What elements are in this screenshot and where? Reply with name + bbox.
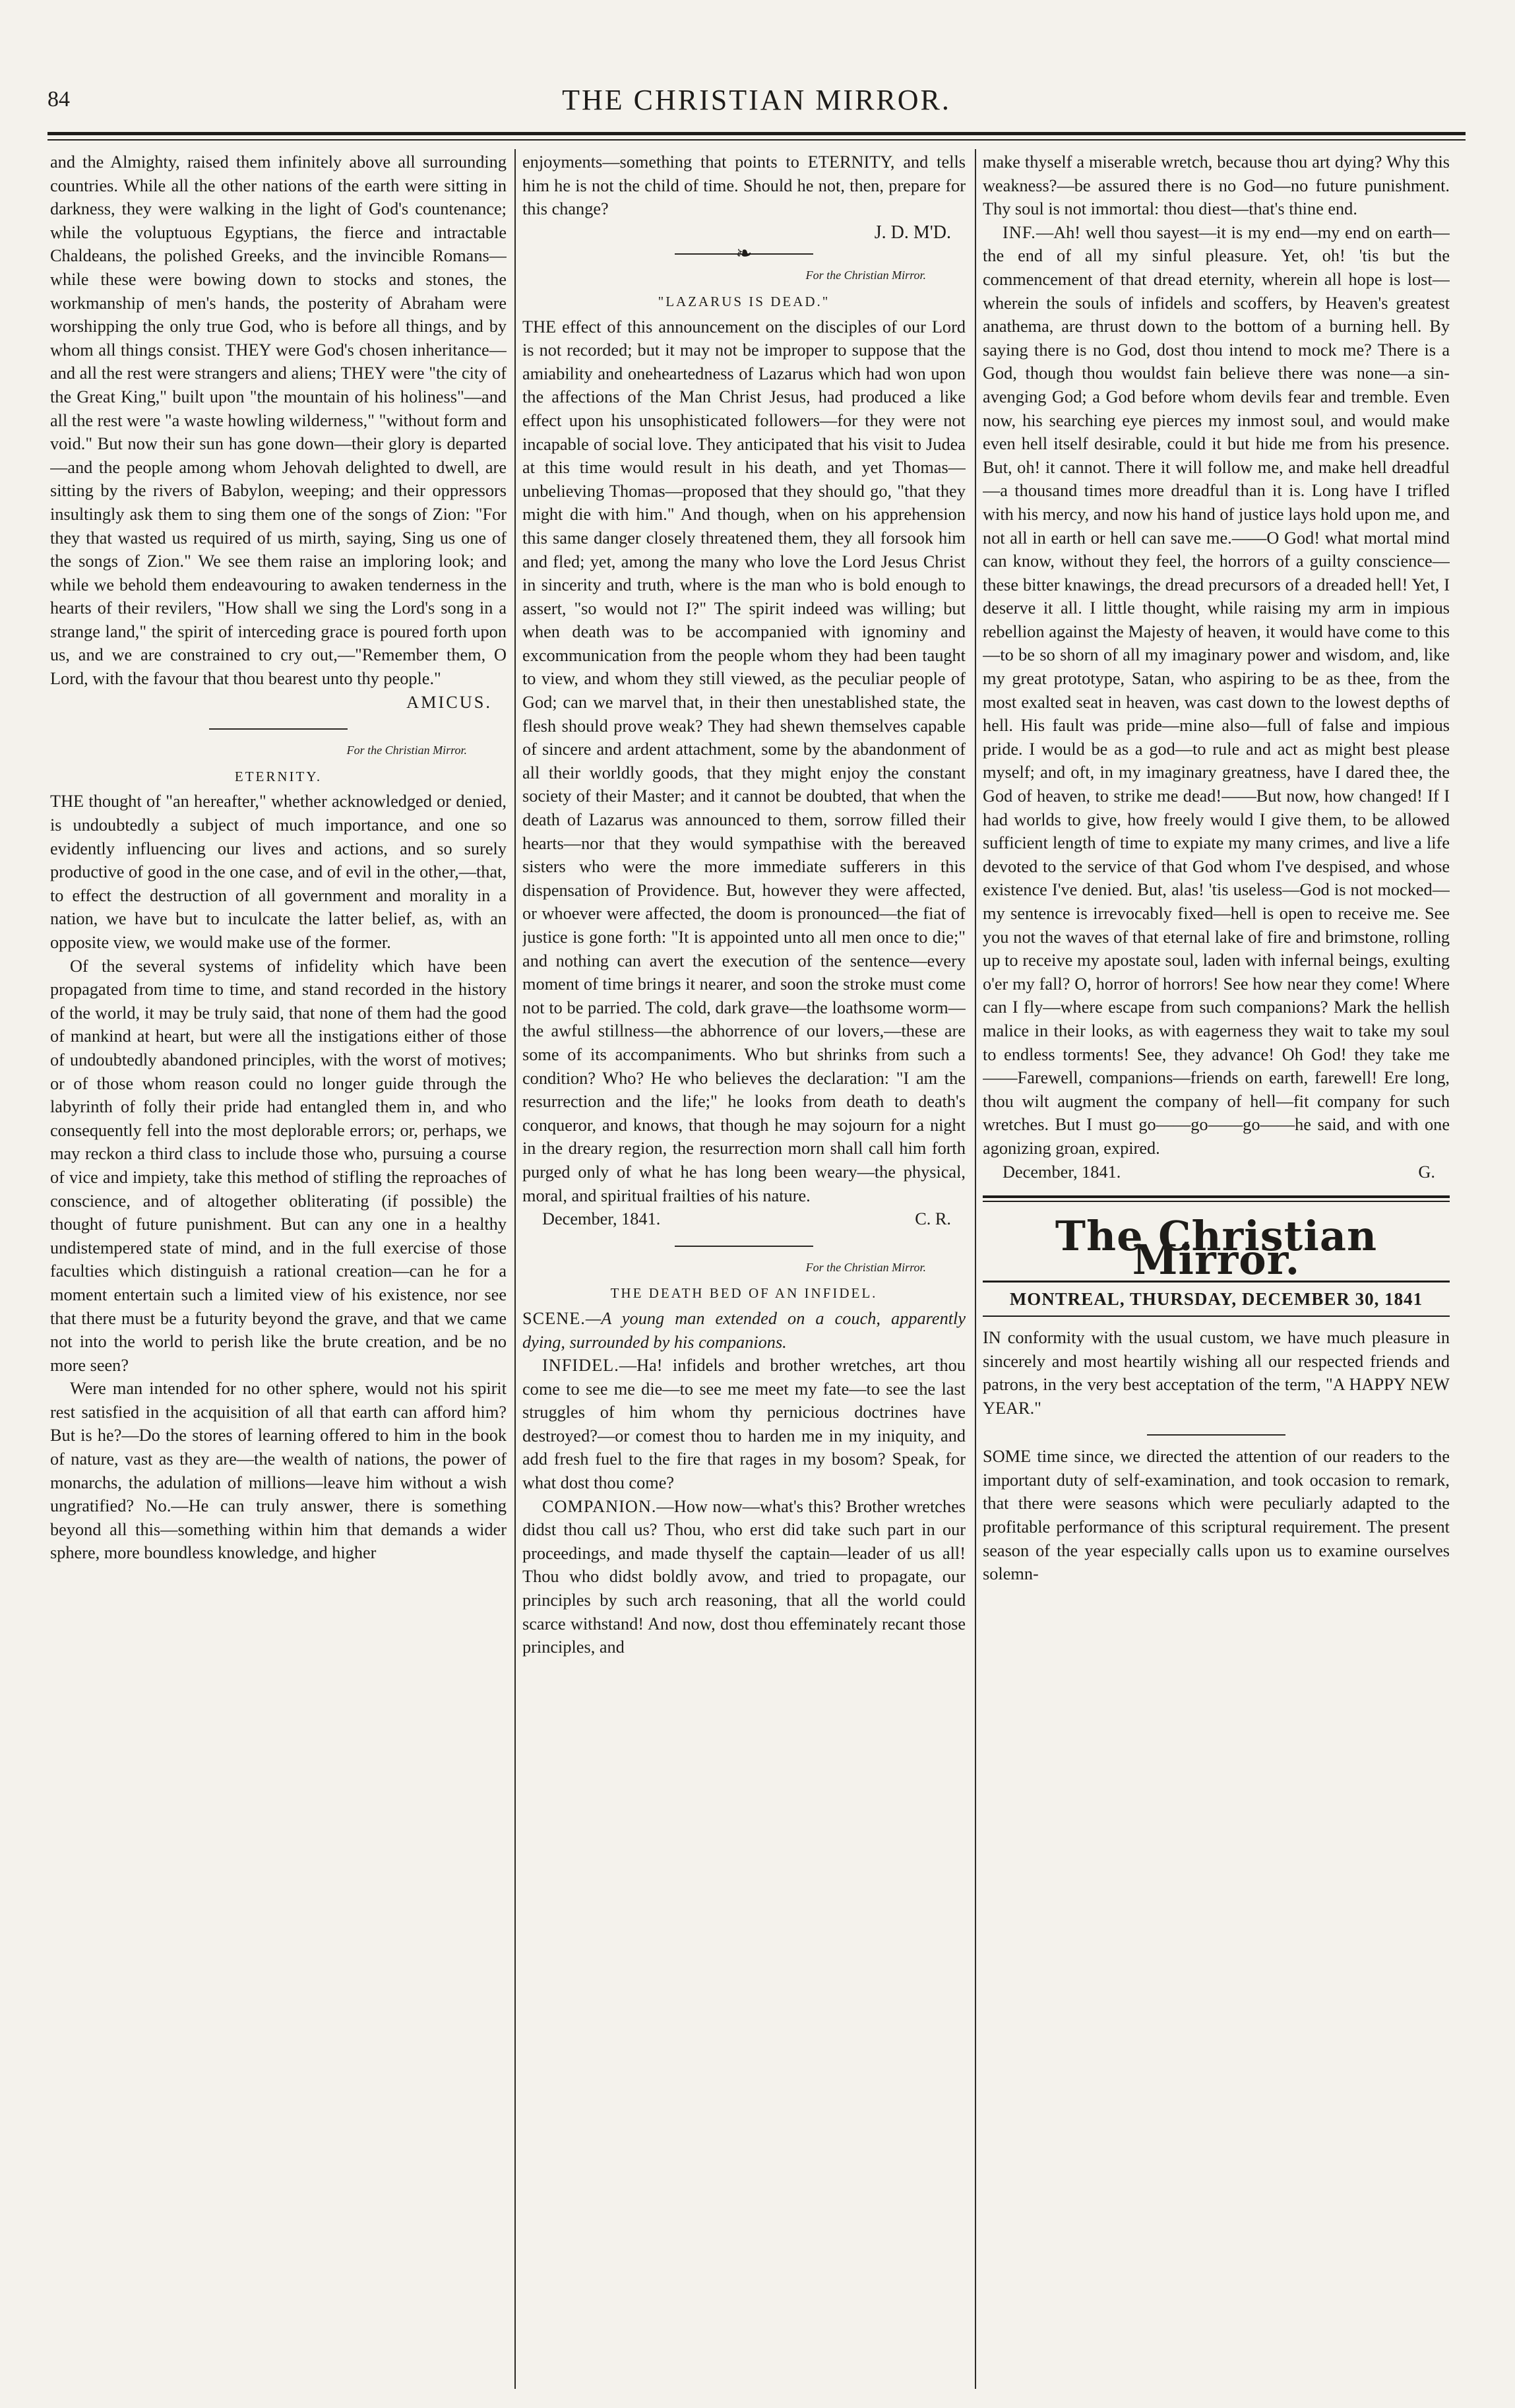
column-2 [522, 150, 966, 2387]
article-paragraph: and the Almighty, raised them infinitely above all surrounding countries. While all the other nations of the earth were sitting in darkness, they were walking in the light of God's countenance; while the voluptuous Egyptians, the fierce and intractable Chaldeans, the polished Greeks, and the invincible Romans—while these were bowing down to stocks and stones, the workmanship of men's hands, the posterity of Abraham were worshipping the only true God, who is before all things, and by whom all things consist. THEY were God's chosen inheritance—and all the rest were strangers and aliens; THEY were "the city of the Great King," built upon "the mountain of his holiness"—and all the rest were "a waste howling wilderness," "without form and void." But now their sun has gone down—their glory is departed—and the people among whom Jehovah delighted to dwell, are sitting by the rivers of Babylon, weeping; and their oppressors insultingly ask them to sing them one of the songs of Zion: "For they that wasted us required of us mirth, saying, Sing us one of the songs of Zion." We see them raise an imploring look; and while we behold them endeavouring to awaken tenderness in the hearts of their revilers, "How shall we sing the Lord's song in a strange land," the spirit of interceding grace is poured forth upon us, and we are constrained to cry out,—"Remember them, O Lord, with the favour that thou bearest unto thy people." [50, 152, 507, 689]
header-rule-thick [47, 132, 1466, 135]
dialogue-text: —How now—what's this? Brother wretches didst thou call us? Thou, who erst did take such part in our proceedings, and made thyself the captain—leader of us all! Thou who didst boldly avow, and tried to propagate, our principles by such arch reasoning, that all the world could scarce withstand! And now, dost thou effeminately recant those principles, and [522, 1496, 966, 1657]
article-separator [1147, 1434, 1285, 1436]
issue-dateline: MONTREAL, THURSDAY, DECEMBER 30, 1841 [983, 1281, 1450, 1317]
column-divider [514, 149, 516, 2389]
article-date: December, 1841. [542, 1209, 661, 1229]
article-paragraph: Were man intended for no other sphere, would not his spirit rest satisfied in the acquisition of all that earth can afford him? But is he?—Do the stores of learning offered to him in the book of nature, vast as they are—the wealth of nations, the power of monarchs, the adulation of millions—leave him without a wish ungratified? No.—He can truly answer, there is something beyond all this—something within him that demands a wider sphere, more boundless knowledge, and higher [50, 1379, 507, 1563]
article-signature: J. D. M'D. [874, 222, 951, 243]
article-attribution: For the Christian Mirror. [805, 269, 926, 282]
dialogue-paragraph: make thyself a miserable wretch, because thou art dying? Why this weakness?—be assured there is no God—no future punishment. Thy soul is not immortal: thou diest—that's thine end. [983, 152, 1450, 219]
page-number: 84 [47, 87, 70, 111]
stage-direction [522, 1307, 966, 1354]
dialogue-text: —Ah! well thou sayest—it is my end—my end on earth—the end of all my sinful pleasure. Yet, oh! 'tis but the commencement of that dread eternity, wherein all hope is lost—wherein the souls of infidels and scoffers, by Heaven's greatest anathema, are thrust down to the bottom of a burning hell. By saying there is no God, dost thou intend to mock me? There is a God, though thou wouldst fain believe there was none—a sin-avenging God; a God before whom devils fear and tremble. Even now, his searching eye pierces my inmost soul, and would make even hell itself desirable, could it but hide me from his presence. But, oh! it cannot. There it will follow me, and make hell dreadful—a thousand times more dreadful than it is. Long have I trifled with his mercy, and now his hand of justice lays hold upon me, and not all in earth or hell can save me.——O God! what mortal mind can know, without they feel, the horrors of a guilty conscience—these bitter knawings, the dread precursors of a dreaded hell! Yet, I deserve it all. I little thought, while raising my arm in impious rebellion against the Majesty of heaven, it would have come to this—to be so shorn of all my imaginary power and wisdom, and, like my great prototype, Satan, who aspiring to be as thee, from the most exalted seat in heaven, was cast down to the lowest depths of hell. His fault was pride—mine also—full of false and impious pride. I would be as a god—to rule and act as might best please myself; and oft, in my imaginary greatness, have I dared thee, the God of heaven, to strike me dead!——But now, how changed! If I had worlds to give, how freely would I give them, to be allowed sufficient length of time to expiate my many crimes, and live a life devoted to the service of that God whom I've despised, and whose existence I've denied. But, alas! 'tis useless—God is not mocked—my sentence is irrevocably fixed—hell is open to receive me. See you not the waves of that eternal lake of fire and brimstone, rolling up to receive my apostate soul, laden with infernal beings, exulting o'er my fall? O, horror of horrors! See how near they come! Where can I fly—where escape from such companions? Mark the hellish malice in their looks, as with eagerness they wait to take my soul to endless torments! See, they advance! Oh God! they take me——Farewell, companions—friends on earth, farewell! Ere long, thou wilt augment the company of hell—fit company for such wretches. But I must go——go——go——he said, and with one agonizing groan, expired. [983, 222, 1450, 1158]
stage-direction-text: —A young man extended on a couch, apparently dying, surrounded by his companions. [522, 1308, 966, 1352]
speaker-label: INFIDEL. [542, 1356, 619, 1376]
column-3 [983, 150, 1450, 2387]
article-heading: THE DEATH BED OF AN INFIDEL. [610, 1285, 878, 1302]
editorial-paragraph: SOME time since, we directed the attention of our readers to the important duty of self-examination, and took occasion to remark, that there were seasons which were peculiarly adapted to the profitable performance of this scriptural requirement. The present season of the year especially calls upon us to examine ourselves solemn- [983, 1447, 1450, 1584]
speaker-label: COMPANION. [542, 1496, 657, 1516]
masthead-rule [983, 1201, 1450, 1202]
running-title: THE CHRISTIAN MIRROR. [562, 84, 951, 116]
fleuron-ornament: ❧ [735, 243, 753, 265]
masthead-title: The Christian Mirror. [1055, 1212, 1378, 1284]
article-paragraph: enjoyments—something that points to ETERNITY, and tells him he is not the child of time. Should he not, then, prepare for this change? [522, 152, 966, 219]
article-paragraph: THE effect of this announcement on the disciples of our Lord is not recorded; but it may not be improper to suppose that the amiability and oneheartedness of Lazarus which had won upon the affections of the Man Christ Jesus, had produced a like effect upon his unsophisticated followers—for they were not incapable of social love. They anticipated that his visit to Judea at this time would result in his death, and yet Thomas—unbelieving Thomas—proposed that they should go, "that they might die with him." And though, when on his apprehension this same danger closely threatened them, they all forsook him and fled; yet, among the many who love the Lord Jesus Christ in sincerity and truth, where is the man who is bold enough to assert, "so would not I?" The spirit indeed was willing; but when death was to be accompanied with ignominy and excommunication from the people whom they had been taught to view, and whom they still viewed, as the peculiar people of God; can we marvel that, in their then unestablished state, the flesh should prove weak? They had shewn themselves capable of sincere and ardent attachment, some by the abandonment of all their worldly goods, that they might enjoy the constant society of their Master; and it cannot be doubted, that when the death of Lazarus was announced to them, sorrow filled their hearts—nor that they would sympathise with the bereaved sisters who were the more immediate sufferers in this dispensation of Providence. But, however they were affected, or whoever were affected, the doom is pronounced—the fiat of justice is gone forth: "It is appointed unto all men once to die;" and nothing can avert the execution of the sentence—every moment of time brings it nearer, and soon the stroke must come not to be parried. The cold, dark grave—the loathsome worm—the awful stillness—the abhorrence of our lovers,—these are some of its accompaniments. Who but shrinks from such a condition? Who? He who believes the declaration: "I am the resurrection and the life;" he looks from death to death's conqueror, and knows, that though he may sojourn for a night in the dreary region, the resurrection morn shall call him forth purged only of what he has long been weary—the physical, moral, and spiritual frailties of his nature. [522, 317, 966, 1205]
dialogue-paragraph [522, 1495, 966, 1659]
article-heading: "LAZARUS IS DEAD." [658, 293, 830, 309]
article-dateline [522, 1207, 966, 1231]
article-date: December, 1841. [1003, 1162, 1121, 1182]
article-dateline [983, 1160, 1450, 1184]
article-separator [675, 1246, 813, 1247]
column-divider [975, 149, 976, 2389]
article-signature: AMICUS. [406, 692, 492, 712]
page-header [47, 80, 1466, 136]
article-signature: G. [1418, 1162, 1435, 1182]
article-paragraph: THE thought of "an hereafter," whether acknowledged or denied, is undoubtedly a subject of much importance, and one so evidently influencing our lives and actions, and so surely productive of good in the one case, and of evil in the other,—that, to effect the destruction of all government and morality in a nation, we have but to inculcate the latter belief, as, with an opposite view, we would make use of the former. [50, 792, 507, 952]
article-separator [209, 728, 348, 730]
editorial-paragraph: IN conformity with the usual custom, we have much pleasure in sincerely and most heartily wishing all our respected friends and patrons, in the very best acceptation of the term, "A HAPPY NEW YEAR." [983, 1327, 1450, 1418]
column-1 [50, 150, 507, 2387]
article-attribution: For the Christian Mirror. [805, 1260, 926, 1274]
article-paragraph: Of the several systems of infidelity which have been propagated from time to time, and stand recorded in the history of the world, it may be truly said, that none of them had the good of mankind at heart, but were all the instigations either of those of undoubtedly abandoned principles, with the worst of motives; or of those whom reason could no longer guide through the labyrinth of folly their pride had entangled them in, and who consequently fell into the most deplorable errors; or, perhaps, we may reckon a third class to include those who, pursuing a course of vice and impiety, take this method of stifling the reproaches of conscience, and of altogether obliterating (if possible) the thought of future punishment. But can any one in a healthy undistempered state of mind, and in the full exercise of those faculties which distinguish a rational creation—can he for a moment entertain such a limited view of his existence, nor see that there must be a futurity beyond the grave, and that we came not into the world to perish like the brute creation, and be no more seen? [50, 956, 507, 1375]
article-attribution: For the Christian Mirror. [346, 744, 467, 757]
speaker-label: INF. [1003, 222, 1036, 242]
dialogue-paragraph [983, 221, 1450, 1160]
dialogue-paragraph [522, 1354, 966, 1495]
dialogue-text: —Ha! infidels and brother wretches, art thou come to see me die—to see me meet my fate—to see the last struggles of him whom thy pernicious doctrines have destroyed?—or comest thou to harden me in my iniquity, and add fresh fuel to the fire that rages in my bosom? Speak, for what dost thou come? [522, 1356, 966, 1493]
article-signature: C. R. [915, 1209, 951, 1229]
masthead-rule [983, 1195, 1450, 1198]
article-heading: ETERNITY. [234, 768, 323, 784]
header-rule-thin [47, 139, 1466, 141]
speaker-label: SCENE. [522, 1308, 586, 1328]
